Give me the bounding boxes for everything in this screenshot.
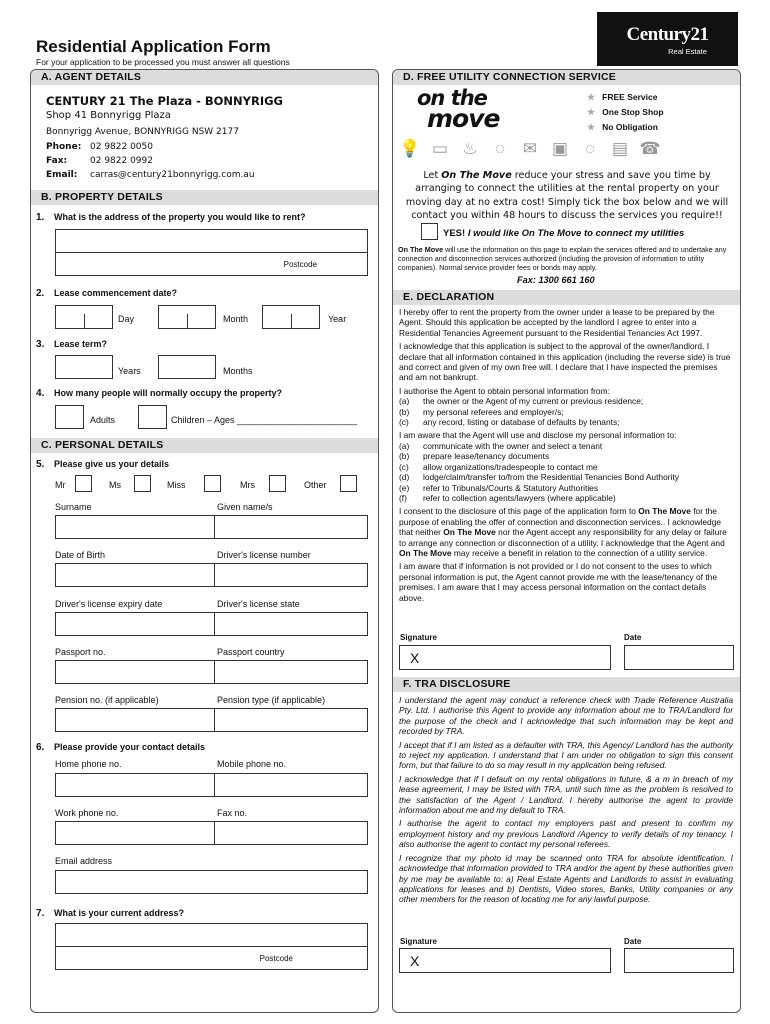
- agency-phone: Phone: 02 9822 0050: [46, 142, 153, 152]
- title-other-label: Other: [304, 480, 327, 490]
- pension-no-label: Pension no. (if applicable): [55, 695, 159, 705]
- postcode-label: Postcode: [283, 260, 317, 269]
- title-miss-label: Miss: [167, 480, 186, 490]
- question-3: 3. Lease term?: [36, 339, 108, 350]
- question-6: 6. Please provide your contact details: [36, 742, 206, 753]
- century21-logo: [597, 12, 738, 66]
- utility-yes-label: YES! I would like On The Move to connect my utilities: [443, 228, 685, 239]
- lease-day-input[interactable]: [55, 305, 113, 329]
- bullet-no-obligation: ★ No Obligation: [587, 122, 658, 132]
- tra-para-5: I recognize that my photo id may be scanned onto TRA for absolute identification. I acknowledge that information provided to TRA and/or the agent by these authorities given by me may be available to: a) Real Estate Agents and Landlords to assist in evaluating applications for leases and b) Dentists, Video stores, Banks, Utility companies or any other members for the reason of locating me for any lawful purpose.: [399, 852, 733, 905]
- list-item: (a) communicate with the owner and select a tenant: [399, 440, 603, 451]
- logo-brand: Century21: [626, 24, 709, 45]
- title-ms-label: Ms: [109, 480, 121, 490]
- lease-month-input[interactable]: [158, 305, 216, 329]
- lease-months-input[interactable]: [158, 355, 216, 379]
- work-fax-input-row[interactable]: [55, 821, 368, 845]
- on-the-move-logo: on the move: [417, 86, 500, 133]
- tra-para-2: I accept that if I am listed as a defaulter with TRA, this Agency/ Landlord has the authority to reject my application. I understand that I am under no obligation to sign this consent form, but that failure to do so may result in my application being refused.: [399, 739, 733, 771]
- star-icon: ★: [587, 92, 596, 102]
- mobile-phone-label: Mobile phone no.: [217, 759, 287, 769]
- title-other-checkbox[interactable]: [340, 475, 357, 492]
- children-input[interactable]: [138, 405, 167, 429]
- email-input[interactable]: [55, 870, 368, 894]
- list-item: (f) refer to collection agents/lawyers (where applicable): [399, 492, 616, 503]
- question-7: 7. What is your current address?: [36, 908, 185, 919]
- license-number-label: Driver's license number: [217, 550, 311, 560]
- utility-icon-row: [395, 139, 725, 159]
- list-item: (d) lodge/claim/transfer to/from the Residential Tenancies Bond Authority: [399, 472, 679, 483]
- tra-signature-label: Signature: [400, 937, 437, 946]
- children-label: Children – Ages ________________________: [171, 415, 358, 425]
- mail-icon: ✉: [522, 139, 538, 158]
- declaration-para-2: I acknowledge that this application is subject to the approval of the owner/landlord. I declare that all information contained in this application (including the reverse side) is true and correct and given of my own free will. I declare that I have inspected the premises and am not bankrupt.: [399, 341, 731, 383]
- passport-no-label: Passport no.: [55, 647, 106, 657]
- laptop-icon: ▤: [611, 139, 629, 158]
- section-c-header: C. PERSONAL DETAILS: [31, 438, 378, 453]
- flame-icon: ♨: [462, 139, 478, 158]
- bullet-free-service: ★ FREE Service: [587, 92, 658, 102]
- list-item: (a) the owner or the Agent of my current or previous residence;: [399, 396, 644, 407]
- list-item: (e) refer to Tribunals/Courts & Statutory Authorities: [399, 482, 599, 493]
- pension-input-row[interactable]: [55, 708, 368, 732]
- section-e-header: E. DECLARATION: [393, 290, 740, 305]
- section-b-header: B. PROPERTY DETAILS: [31, 190, 378, 205]
- tra-para-4: I authorise the agent to contact my employers past and present to confirm my employment history and my previous Landlord /Agency to verify details of my tenancy. I also authorise the agent to contact my personal referees.: [399, 818, 733, 850]
- adults-label: Adults: [90, 415, 116, 425]
- agency-name: CENTURY 21 The Plaza - BONNYRIGG: [46, 94, 283, 108]
- dob-label: Date of Birth: [55, 550, 106, 560]
- title-ms-checkbox[interactable]: [134, 475, 151, 492]
- declaration-para-1: I hereby offer to rent the property from the owner under a lease to be prepared by the Agent. Should this application be accepted by the landlord I agree to enter into a Residential Tenancies Agreement pursuant to the Residential Tenancies Act 1997.: [399, 307, 715, 338]
- name-input-row[interactable]: [55, 515, 368, 539]
- current-postcode-label: Postcode: [259, 954, 293, 963]
- lightbulb-icon: 💡: [399, 139, 421, 158]
- agency-fax: Fax: 02 9822 0992: [46, 156, 153, 166]
- tra-body: [399, 695, 733, 905]
- truck-icon: ▭: [431, 139, 449, 158]
- declaration-para-5: I consent to the disclosure of this page of the application form to On The Move for the purpose of enabling the offer of connection and disconnection services.. I acknowledge that neither On The Move nor the Agent accept any responsibility for any delay or failure to arrange any connection or disconnection of a utility. I acknowledge that the Agent and On The Move may receive a benefit in relation to the connection of a utility service.: [399, 506, 727, 558]
- title-miss-checkbox[interactable]: [204, 475, 221, 492]
- title-mr-label: Mr: [55, 480, 66, 490]
- declaration-signature-field[interactable]: [399, 645, 611, 670]
- tra-para-3: I acknowledge that if I default on my rental obligations in future, & a m in breach of my lease agreement, I may be listed with TRA, until such time as the problem is resolved to the satisfaction of the Agent / Landlord. I hereby authorise the agent to provide information about me and my default to TRA.: [399, 773, 733, 816]
- declaration-date-field[interactable]: [624, 645, 734, 670]
- utility-fine-print: On The Move will use the information on this page to explain the services offered and to undertake any connection and disconnection services authorized (including the provision of information to utility companies). Normal service provider fees or bonds may apply.: [398, 245, 727, 272]
- star-icon: ★: [587, 122, 596, 132]
- phone-icon: ☎: [639, 139, 661, 158]
- section-f-header: F. TRA DISCLOSURE: [393, 677, 740, 692]
- passport-input-row[interactable]: [55, 660, 368, 684]
- title-mr-checkbox[interactable]: [75, 475, 92, 492]
- list-item: (b) prepare lease/tenancy documents: [399, 451, 550, 462]
- months-label: Months: [223, 366, 253, 376]
- tra-date-label: Date: [624, 937, 642, 946]
- title-mrs-label: Mrs: [240, 480, 255, 490]
- email-label: Email address: [55, 856, 113, 866]
- question-1: 1. What is the address of the property you would like to rent?: [36, 212, 306, 223]
- declaration-date-label: Date: [624, 633, 642, 642]
- declaration-list-1: [399, 396, 733, 427]
- tra-date-field[interactable]: [624, 948, 734, 973]
- agency-address-2: Bonnyrigg Avenue, BONNYRIGG NSW 2177: [46, 127, 239, 137]
- pension-type-label: Pension type (if applicable): [217, 695, 326, 705]
- adults-input[interactable]: [55, 405, 84, 429]
- utility-yes-checkbox[interactable]: [421, 223, 438, 240]
- month-label: Month: [223, 314, 249, 324]
- signature-x: X: [410, 953, 420, 969]
- utility-intro: Let On The Move reduce your stress and save you time by arranging to connect the utilities at the rental property on your moving day at no extra cost! Simply tick the box below and we will contact you within 48 hours to discuss the services you require!!: [405, 170, 729, 222]
- license-expiry-label: Driver's license expiry date: [55, 599, 163, 609]
- declaration-para-6: I am aware that if information is not provided or I do not consent to the uses to which personal information is put, the Agent cannot provide me with the lease/tenancy of the premises. I am aware that I may access personal information on the contact details above.: [399, 561, 717, 603]
- license-state-label: Driver's license state: [217, 599, 300, 609]
- page-title: Residential Application Form: [36, 37, 271, 56]
- passport-country-label: Passport country: [217, 647, 285, 657]
- drop-icon: ◌: [584, 139, 596, 158]
- dob-license-input-row[interactable]: [55, 563, 368, 587]
- agency-address-1: Shop 41 Bonnyrigg Plaza: [46, 110, 171, 121]
- home-mobile-input-row[interactable]: [55, 773, 368, 797]
- logo-sub: Real Estate: [668, 47, 707, 56]
- lease-years-input[interactable]: [55, 355, 113, 379]
- signature-x: X: [410, 650, 420, 666]
- declaration-para-3: I authorise the Agent to obtain personal information from:: [399, 385, 610, 396]
- declaration-signature-label: Signature: [400, 633, 437, 642]
- drop-icon: ◌: [494, 139, 506, 158]
- current-address-input[interactable]: [55, 923, 368, 970]
- year-label: Year: [328, 314, 347, 324]
- utility-fax: Fax: 1300 661 160: [517, 275, 595, 285]
- declaration-body: [399, 307, 733, 603]
- work-phone-label: Work phone no.: [55, 808, 119, 818]
- tra-signature-field[interactable]: [399, 948, 611, 973]
- surname-label: Surname: [55, 502, 92, 512]
- star-icon: ★: [587, 107, 596, 117]
- declaration-list-2: [399, 441, 733, 503]
- utility-bullets: [587, 90, 664, 135]
- section-d-header: D. FREE UTILITY CONNECTION SERVICE: [393, 70, 740, 85]
- license-expiry-state-input-row[interactable]: [55, 612, 368, 636]
- question-4: 4. How many people will normally occupy the property?: [36, 388, 283, 399]
- declaration-para-4: I am aware that the Agent will use and disclose my personal information to:: [399, 430, 677, 441]
- list-item: (c) allow organizations/tradespeople to contact me: [399, 461, 598, 472]
- list-item: (c) any record, listing or database of defaults by tenants;: [399, 417, 620, 428]
- computer-icon: ▣: [551, 139, 569, 158]
- question-2: 2. Lease commencement date?: [36, 288, 178, 299]
- home-phone-label: Home phone no.: [55, 759, 122, 769]
- property-address-input[interactable]: [55, 229, 368, 276]
- list-item: (b) my personal referees and employer/s;: [399, 406, 564, 417]
- section-a-header: A. AGENT DETAILS: [31, 70, 378, 85]
- given-name-label: Given name/s: [217, 502, 273, 512]
- agency-email: Email: carras@century21bonnyrigg.com.au: [46, 170, 255, 180]
- tra-para-1: I understand the agent may conduct a reference check with Trade Reference Australia Pty. Ltd. I authorise this Agent to provide any information about me to TRA/Landlord for the purpose of the check and I acknowledge that such information may be kept and recorded by TRA.: [399, 695, 733, 737]
- day-label: Day: [118, 314, 135, 324]
- fax-no-label: Fax no.: [217, 808, 248, 818]
- bullet-one-stop: ★ One Stop Shop: [587, 107, 664, 117]
- lease-year-input[interactable]: [262, 305, 320, 329]
- years-label: Years: [118, 366, 141, 376]
- page-subtitle: For your application to be processed you must answer all questions: [36, 57, 290, 67]
- question-5: 5. Please give us your details: [36, 459, 170, 470]
- title-mrs-checkbox[interactable]: [269, 475, 286, 492]
